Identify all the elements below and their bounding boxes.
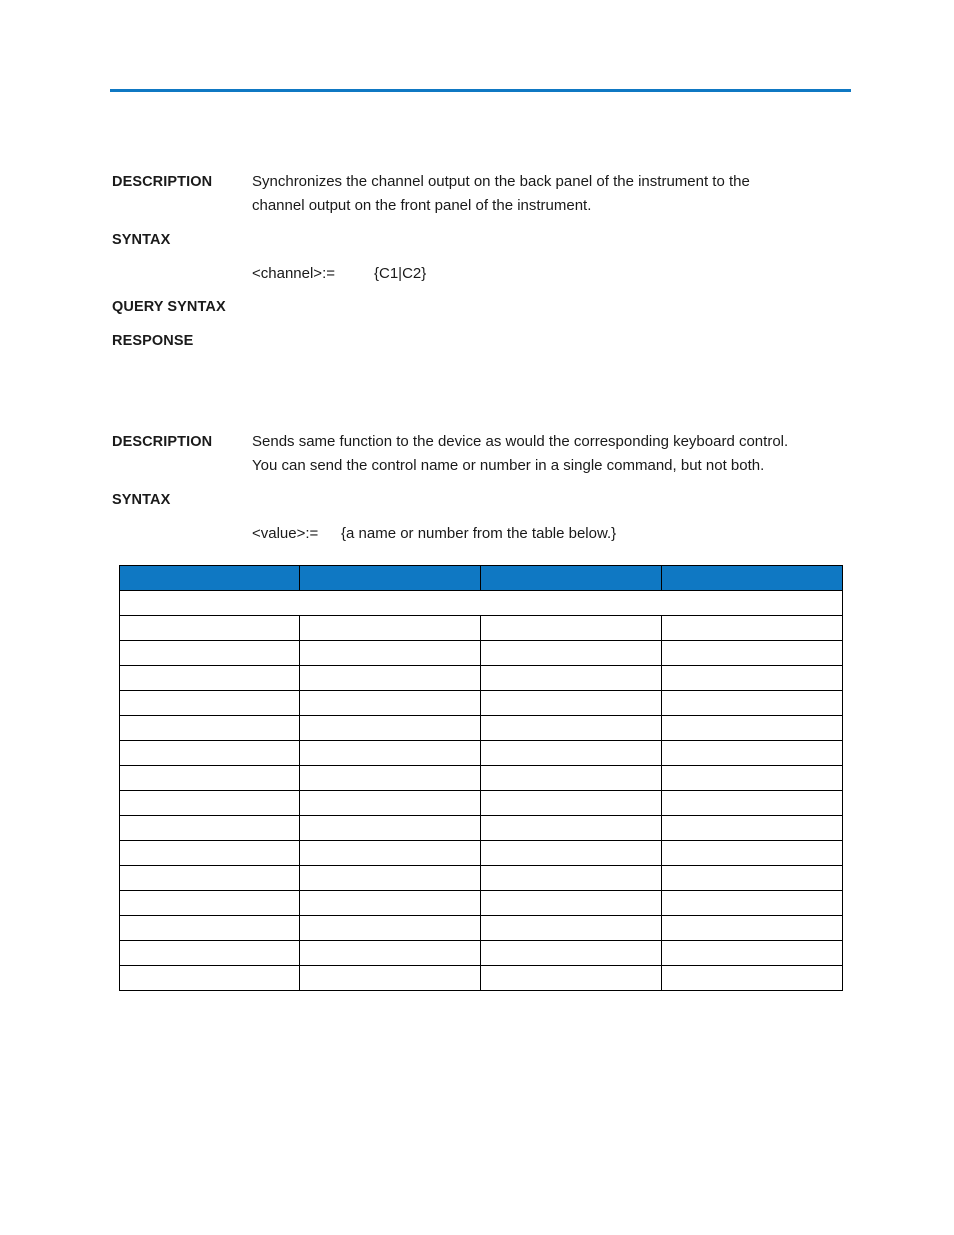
table-row bbox=[120, 866, 843, 891]
response-label: RESPONSE bbox=[112, 333, 194, 349]
table-row bbox=[120, 641, 843, 666]
table-row bbox=[120, 916, 843, 941]
syntax-label: SYNTAX bbox=[112, 232, 171, 248]
table-cell bbox=[481, 816, 662, 841]
table-group-row bbox=[120, 591, 843, 616]
table-row bbox=[120, 816, 843, 841]
table-cell bbox=[481, 941, 662, 966]
table-cell bbox=[120, 741, 300, 766]
table-header-cell bbox=[662, 566, 843, 591]
table-cell bbox=[300, 716, 481, 741]
table-cell bbox=[120, 816, 300, 841]
table-cell bbox=[120, 641, 300, 666]
table-cell bbox=[120, 941, 300, 966]
description-line: channel output on the front panel of the instrument. bbox=[252, 197, 592, 214]
table-cell bbox=[662, 941, 843, 966]
table-cell bbox=[662, 616, 843, 641]
table-cell bbox=[120, 666, 300, 691]
table-row bbox=[120, 716, 843, 741]
table-cell bbox=[300, 691, 481, 716]
table-cell bbox=[662, 666, 843, 691]
table-cell bbox=[662, 741, 843, 766]
table-cell bbox=[300, 891, 481, 916]
table-cell bbox=[300, 741, 481, 766]
description-text bbox=[252, 170, 832, 218]
description-line: You can send the control name or number in a single command, but not both. bbox=[252, 457, 765, 474]
table-cell bbox=[481, 916, 662, 941]
table-cell bbox=[662, 866, 843, 891]
table-cell bbox=[120, 841, 300, 866]
table-header-cell bbox=[481, 566, 662, 591]
param-value: {C1|C2} bbox=[374, 265, 427, 282]
table-group-cell bbox=[120, 591, 843, 616]
table-cell bbox=[300, 666, 481, 691]
table-cell bbox=[481, 616, 662, 641]
table-cell bbox=[300, 866, 481, 891]
table-cell bbox=[481, 866, 662, 891]
table-cell bbox=[300, 616, 481, 641]
table-cell bbox=[300, 641, 481, 666]
description-line: Synchronizes the channel output on the back panel of the instrument to the bbox=[252, 173, 750, 190]
description-text bbox=[252, 430, 832, 478]
table-row bbox=[120, 616, 843, 641]
table-cell bbox=[481, 891, 662, 916]
keyboard-control-table bbox=[119, 565, 843, 991]
table-row bbox=[120, 766, 843, 791]
table-row bbox=[120, 966, 843, 991]
table-cell bbox=[481, 666, 662, 691]
table-cell bbox=[662, 916, 843, 941]
table-row bbox=[120, 741, 843, 766]
table-cell bbox=[120, 691, 300, 716]
table-header-cell bbox=[120, 566, 300, 591]
description-label: DESCRIPTION bbox=[112, 434, 213, 450]
table-cell bbox=[300, 816, 481, 841]
table-cell bbox=[481, 716, 662, 741]
table-cell bbox=[662, 891, 843, 916]
table-row bbox=[120, 891, 843, 916]
table-cell bbox=[481, 741, 662, 766]
table-cell bbox=[120, 891, 300, 916]
param-name: <value>:= bbox=[252, 525, 319, 542]
table-cell bbox=[481, 841, 662, 866]
table-header-row bbox=[120, 566, 843, 591]
table-cell bbox=[662, 766, 843, 791]
table-cell bbox=[662, 841, 843, 866]
table-cell bbox=[300, 766, 481, 791]
table-cell bbox=[662, 691, 843, 716]
table-header-cell bbox=[300, 566, 481, 591]
table-cell bbox=[300, 916, 481, 941]
param-name: <channel>:= bbox=[252, 265, 335, 282]
table-cell bbox=[120, 616, 300, 641]
table-cell bbox=[481, 966, 662, 991]
table-cell bbox=[120, 866, 300, 891]
table-cell bbox=[662, 716, 843, 741]
table-row bbox=[120, 941, 843, 966]
table-cell bbox=[662, 791, 843, 816]
table-cell bbox=[662, 641, 843, 666]
table-cell bbox=[120, 966, 300, 991]
description-line: Sends same function to the device as would the corresponding keyboard control. bbox=[252, 433, 789, 450]
param-value: {a name or number from the table below.} bbox=[341, 525, 617, 542]
table-cell bbox=[120, 791, 300, 816]
table-cell bbox=[120, 716, 300, 741]
table-cell bbox=[481, 691, 662, 716]
table-cell bbox=[120, 916, 300, 941]
table-row bbox=[120, 666, 843, 691]
table-row bbox=[120, 691, 843, 716]
table-row bbox=[120, 791, 843, 816]
description-label: DESCRIPTION bbox=[112, 174, 213, 190]
table-row bbox=[120, 841, 843, 866]
table-cell bbox=[481, 791, 662, 816]
table-cell bbox=[481, 766, 662, 791]
table-cell bbox=[300, 966, 481, 991]
table-cell bbox=[300, 841, 481, 866]
header-rule bbox=[110, 89, 851, 92]
table-cell bbox=[300, 941, 481, 966]
table-cell bbox=[481, 641, 662, 666]
table-cell bbox=[300, 791, 481, 816]
table-cell bbox=[662, 966, 843, 991]
syntax-label: SYNTAX bbox=[112, 492, 171, 508]
table-cell bbox=[120, 766, 300, 791]
table-cell bbox=[662, 816, 843, 841]
query-syntax-label: QUERY SYNTAX bbox=[112, 299, 226, 315]
